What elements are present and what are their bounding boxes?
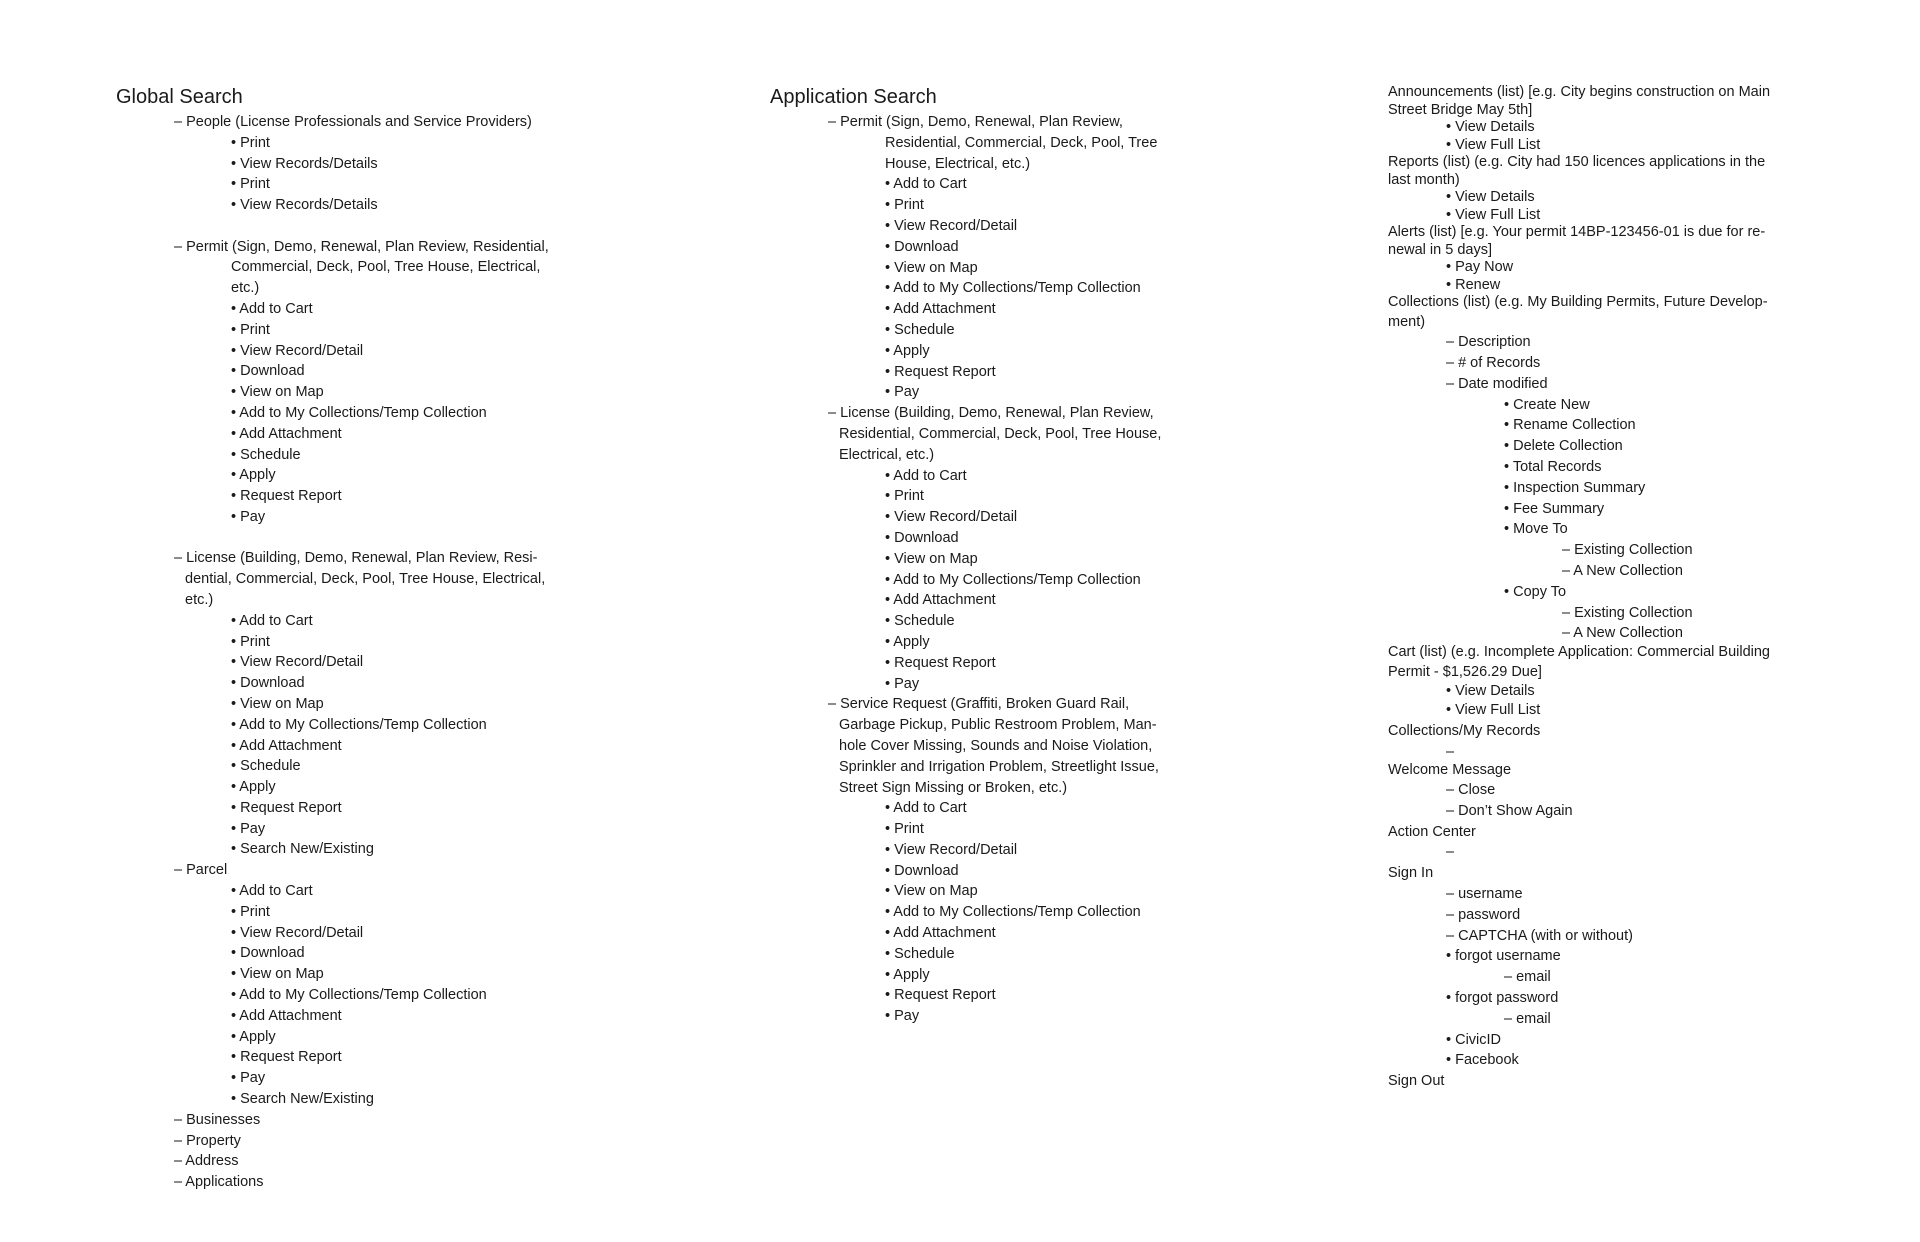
outline-line: • Add to Cart bbox=[885, 467, 967, 484]
outline-line: • Delete Collection bbox=[1504, 438, 1623, 455]
outline-line: • Pay bbox=[231, 508, 266, 525]
outline-line: Sprinkler and Irrigation Problem, Streetlight Issue, bbox=[839, 758, 1159, 775]
outline-line: Action Center bbox=[1388, 823, 1476, 840]
outline-line: • Pay bbox=[231, 820, 266, 837]
outline-line: • View Details bbox=[1446, 119, 1535, 135]
outline-line: – email bbox=[1504, 969, 1551, 986]
outline-line: – Businesses bbox=[174, 1111, 261, 1128]
outline-line: • Apply bbox=[885, 342, 930, 359]
outline-line: • Inspection Summary bbox=[1504, 479, 1646, 496]
outline-line: • Schedule bbox=[231, 758, 301, 775]
outline-line: • View on Map bbox=[231, 384, 324, 401]
outline-line: – email bbox=[1504, 1010, 1551, 1027]
outline-line: – Permit (Sign, Demo, Renewal, Plan Review, Residential, bbox=[174, 238, 549, 255]
outline-line: • Schedule bbox=[885, 321, 955, 338]
outline-line: Garbage Pickup, Public Restroom Problem, Man- bbox=[839, 717, 1157, 734]
outline-line: • Search New/Existing bbox=[231, 1091, 374, 1108]
outline-line: • Print bbox=[231, 903, 270, 920]
outline-line: • CivicID bbox=[1446, 1031, 1502, 1048]
outline-line: – License (Building, Demo, Renewal, Plan Review, bbox=[828, 405, 1154, 422]
outline-line: • View on Map bbox=[231, 695, 324, 712]
outline-line: – Close bbox=[1446, 781, 1496, 798]
outline-line: – Date modified bbox=[1446, 375, 1548, 392]
global-search-outline bbox=[116, 112, 676, 1193]
outline-line: • Request Report bbox=[885, 654, 996, 671]
outline-line: • Schedule bbox=[885, 613, 955, 630]
outline-line: – Applications bbox=[174, 1174, 264, 1191]
outline-line: • Add to Cart bbox=[885, 800, 967, 817]
outline-line: etc.) bbox=[185, 591, 214, 608]
outline-line: • Pay bbox=[885, 675, 920, 692]
outline-line: • View Records/Details bbox=[231, 155, 378, 172]
outline-line: Commercial, Deck, Pool, Tree House, Electrical, bbox=[231, 259, 541, 276]
outline-line: Welcome Message bbox=[1388, 762, 1512, 779]
outline-line: newal in 5 days] bbox=[1388, 241, 1492, 258]
outline-line: • Schedule bbox=[885, 945, 955, 962]
outline-line: • Total Records bbox=[1504, 459, 1602, 476]
outline-line: – Description bbox=[1446, 334, 1531, 351]
outline-line: • Request Report bbox=[231, 799, 342, 816]
outline-line: Collections (list) (e.g. My Building Permits, Future Develop- bbox=[1388, 294, 1768, 310]
outline-line: House, Electrical, etc.) bbox=[885, 155, 1031, 172]
outline-line: – License (Building, Demo, Renewal, Plan Review, Resi- bbox=[174, 550, 538, 567]
outline-line: Electrical, etc.) bbox=[839, 446, 935, 463]
outline-line: • Add Attachment bbox=[231, 1007, 342, 1024]
outline-line: • Add Attachment bbox=[231, 737, 342, 754]
application-search-outline bbox=[770, 112, 1250, 1027]
outline-line: – Existing Collection bbox=[1562, 604, 1693, 621]
outline-line: • View Full List bbox=[1446, 136, 1541, 153]
outline-line: • Print bbox=[231, 633, 270, 650]
global-search-column bbox=[116, 84, 676, 1193]
outline-line: – A New Collection bbox=[1562, 625, 1683, 642]
outline-line: Alerts (list) [e.g. Your permit 14BP-123456-01 is due for re- bbox=[1388, 224, 1766, 240]
outline-line: – Property bbox=[174, 1132, 241, 1149]
outline-line: • Pay bbox=[885, 384, 920, 401]
outline-line: • View Record/Detail bbox=[231, 654, 364, 671]
outline-line: Cart (list) (e.g. Incomplete Application: Commercial Building bbox=[1388, 644, 1770, 661]
outline-line: • Print bbox=[231, 134, 270, 151]
spacer bbox=[116, 528, 676, 549]
outline-line: – Parcel bbox=[174, 862, 228, 879]
outline-line: • Rename Collection bbox=[1504, 417, 1636, 434]
outline-line: • View Record/Detail bbox=[885, 217, 1018, 234]
outline-line: • Add to My Collections/Temp Collection bbox=[885, 904, 1141, 921]
outline-line: • View Record/Detail bbox=[231, 924, 364, 941]
application-search-title: Application Search bbox=[770, 86, 937, 108]
outline-line: • Copy To bbox=[1504, 583, 1567, 600]
outline-line: hole Cover Missing, Sounds and Noise Violation, bbox=[839, 737, 1153, 754]
outline-line: • View on Map bbox=[231, 966, 324, 983]
application-search-column bbox=[770, 84, 1250, 1027]
outline-line: • Add Attachment bbox=[885, 301, 996, 318]
outline-line: • Apply bbox=[885, 633, 930, 650]
outline-line: – A New Collection bbox=[1562, 563, 1683, 580]
outline-line: • forgot username bbox=[1446, 948, 1561, 965]
outline-line: • Create New bbox=[1504, 396, 1590, 413]
outline-line: • View Record/Detail bbox=[885, 509, 1018, 526]
outline-line: etc.) bbox=[231, 280, 260, 297]
outline-line: • Request Report bbox=[231, 488, 342, 505]
outline-line: • Download bbox=[231, 363, 305, 380]
outline-line: • Download bbox=[885, 862, 959, 879]
outline-line: • Request Report bbox=[231, 1049, 342, 1066]
outline-line: • Add to Cart bbox=[231, 612, 313, 629]
outline-line: ment) bbox=[1388, 313, 1426, 330]
outline-line: • Download bbox=[231, 675, 305, 692]
outline-line: – Don’t Show Again bbox=[1446, 802, 1573, 819]
outline-line: • Search New/Existing bbox=[231, 841, 374, 858]
outline-line: • View on Map bbox=[885, 883, 978, 900]
outline-line: • Add to My Collections/Temp Collection bbox=[231, 987, 487, 1004]
outline-line: • Print bbox=[885, 197, 924, 214]
outline-line: • Add to My Collections/Temp Collection bbox=[231, 716, 487, 733]
outline-line: • Add to Cart bbox=[231, 883, 313, 900]
outline-line: • View Record/Detail bbox=[885, 841, 1018, 858]
outline-line: • View Details bbox=[1446, 189, 1535, 205]
outline-line: • Download bbox=[885, 529, 959, 546]
outline-line: • View on Map bbox=[885, 550, 978, 567]
outline-line: Reports (list) (e.g. City had 150 licences applications in the bbox=[1388, 154, 1766, 170]
outline-line: • Add to My Collections/Temp Collection bbox=[885, 571, 1141, 588]
outline-line: • Add Attachment bbox=[231, 425, 342, 442]
outline-line: • Facebook bbox=[1446, 1052, 1519, 1069]
outline-line: Permit - $1,526.29 Due] bbox=[1388, 663, 1542, 680]
outline-line: Sign In bbox=[1388, 865, 1434, 882]
outline-line: • Download bbox=[885, 238, 959, 255]
outline-line: • Print bbox=[885, 488, 924, 505]
outline-line: – Address bbox=[174, 1153, 239, 1170]
outline-line: • Print bbox=[231, 321, 270, 338]
outline-line: • Request Report bbox=[885, 987, 996, 1004]
outline-line: • Pay bbox=[231, 1070, 266, 1087]
outline-line: dential, Commercial, Deck, Pool, Tree House, Electrical, bbox=[185, 571, 546, 588]
outline-line: • View Records/Details bbox=[231, 197, 378, 214]
outline-line: • Schedule bbox=[231, 446, 301, 463]
outline-line: last month) bbox=[1388, 171, 1460, 188]
outline-line: Street Sign Missing or Broken, etc.) bbox=[839, 779, 1068, 796]
outline-line: • Pay bbox=[885, 1008, 920, 1025]
dashboard-components-column bbox=[1388, 84, 1908, 1092]
outline-line: – CAPTCHA (with or without) bbox=[1446, 927, 1633, 944]
outline-line: – # of Records bbox=[1446, 355, 1541, 372]
outline-line: • View Record/Detail bbox=[231, 342, 364, 359]
outline-line: – bbox=[1446, 743, 1455, 760]
outline-line: • Apply bbox=[231, 1028, 276, 1045]
outline-line: – bbox=[1446, 844, 1455, 861]
outline-line: Residential, Commercial, Deck, Pool, Tree House, bbox=[839, 425, 1162, 442]
outline-line: • View Details bbox=[1446, 682, 1535, 699]
outline-line: • Add to My Collections/Temp Collection bbox=[231, 404, 487, 421]
outline-line: Collections/My Records bbox=[1388, 722, 1541, 739]
outline-line: • Move To bbox=[1504, 521, 1568, 538]
outline-line: • Request Report bbox=[885, 363, 996, 380]
outline-line: Residential, Commercial, Deck, Pool, Tree bbox=[885, 134, 1158, 151]
outline-line: • Add Attachment bbox=[885, 592, 996, 609]
spacer bbox=[116, 216, 676, 237]
outline-line: • Add to My Collections/Temp Collection bbox=[885, 280, 1141, 297]
outline-line: Announcements (list) [e.g. City begins construction on Main bbox=[1388, 84, 1771, 100]
outline-line: • Apply bbox=[885, 966, 930, 983]
outline-line: – username bbox=[1446, 885, 1523, 902]
outline-line: • View Full List bbox=[1446, 702, 1541, 719]
outline-line: • Renew bbox=[1446, 276, 1501, 293]
outline-line: – Existing Collection bbox=[1562, 542, 1693, 559]
dashboard-components-outline bbox=[1388, 84, 1908, 1092]
outline-line: – People (License Professionals and Service Providers) bbox=[174, 114, 532, 130]
outline-line: • forgot password bbox=[1446, 989, 1559, 1006]
outline-line: Street Bridge May 5th] bbox=[1388, 101, 1533, 118]
outline-line: – password bbox=[1446, 906, 1521, 923]
outline-line: • Apply bbox=[231, 467, 276, 484]
outline-line: • Apply bbox=[231, 779, 276, 796]
outline-line: Sign Out bbox=[1388, 1073, 1445, 1090]
outline-line: – Service Request (Graffiti, Broken Guard Rail, bbox=[828, 696, 1130, 713]
outline-line: • Add to Cart bbox=[885, 176, 967, 193]
outline-line: • View Full List bbox=[1446, 206, 1541, 223]
outline-line: • Print bbox=[885, 821, 924, 838]
outline-line: • Pay Now bbox=[1446, 259, 1514, 275]
outline-line: • Add to Cart bbox=[231, 300, 313, 317]
outline-line: • Print bbox=[231, 176, 270, 193]
outline-line: • Add Attachment bbox=[885, 925, 996, 942]
outline-line: • Download bbox=[231, 945, 305, 962]
outline-line: • View on Map bbox=[885, 259, 978, 276]
outline-line: – Permit (Sign, Demo, Renewal, Plan Review, bbox=[828, 114, 1123, 130]
outline-line: • Fee Summary bbox=[1504, 500, 1605, 517]
global-search-title: Global Search bbox=[116, 86, 243, 108]
